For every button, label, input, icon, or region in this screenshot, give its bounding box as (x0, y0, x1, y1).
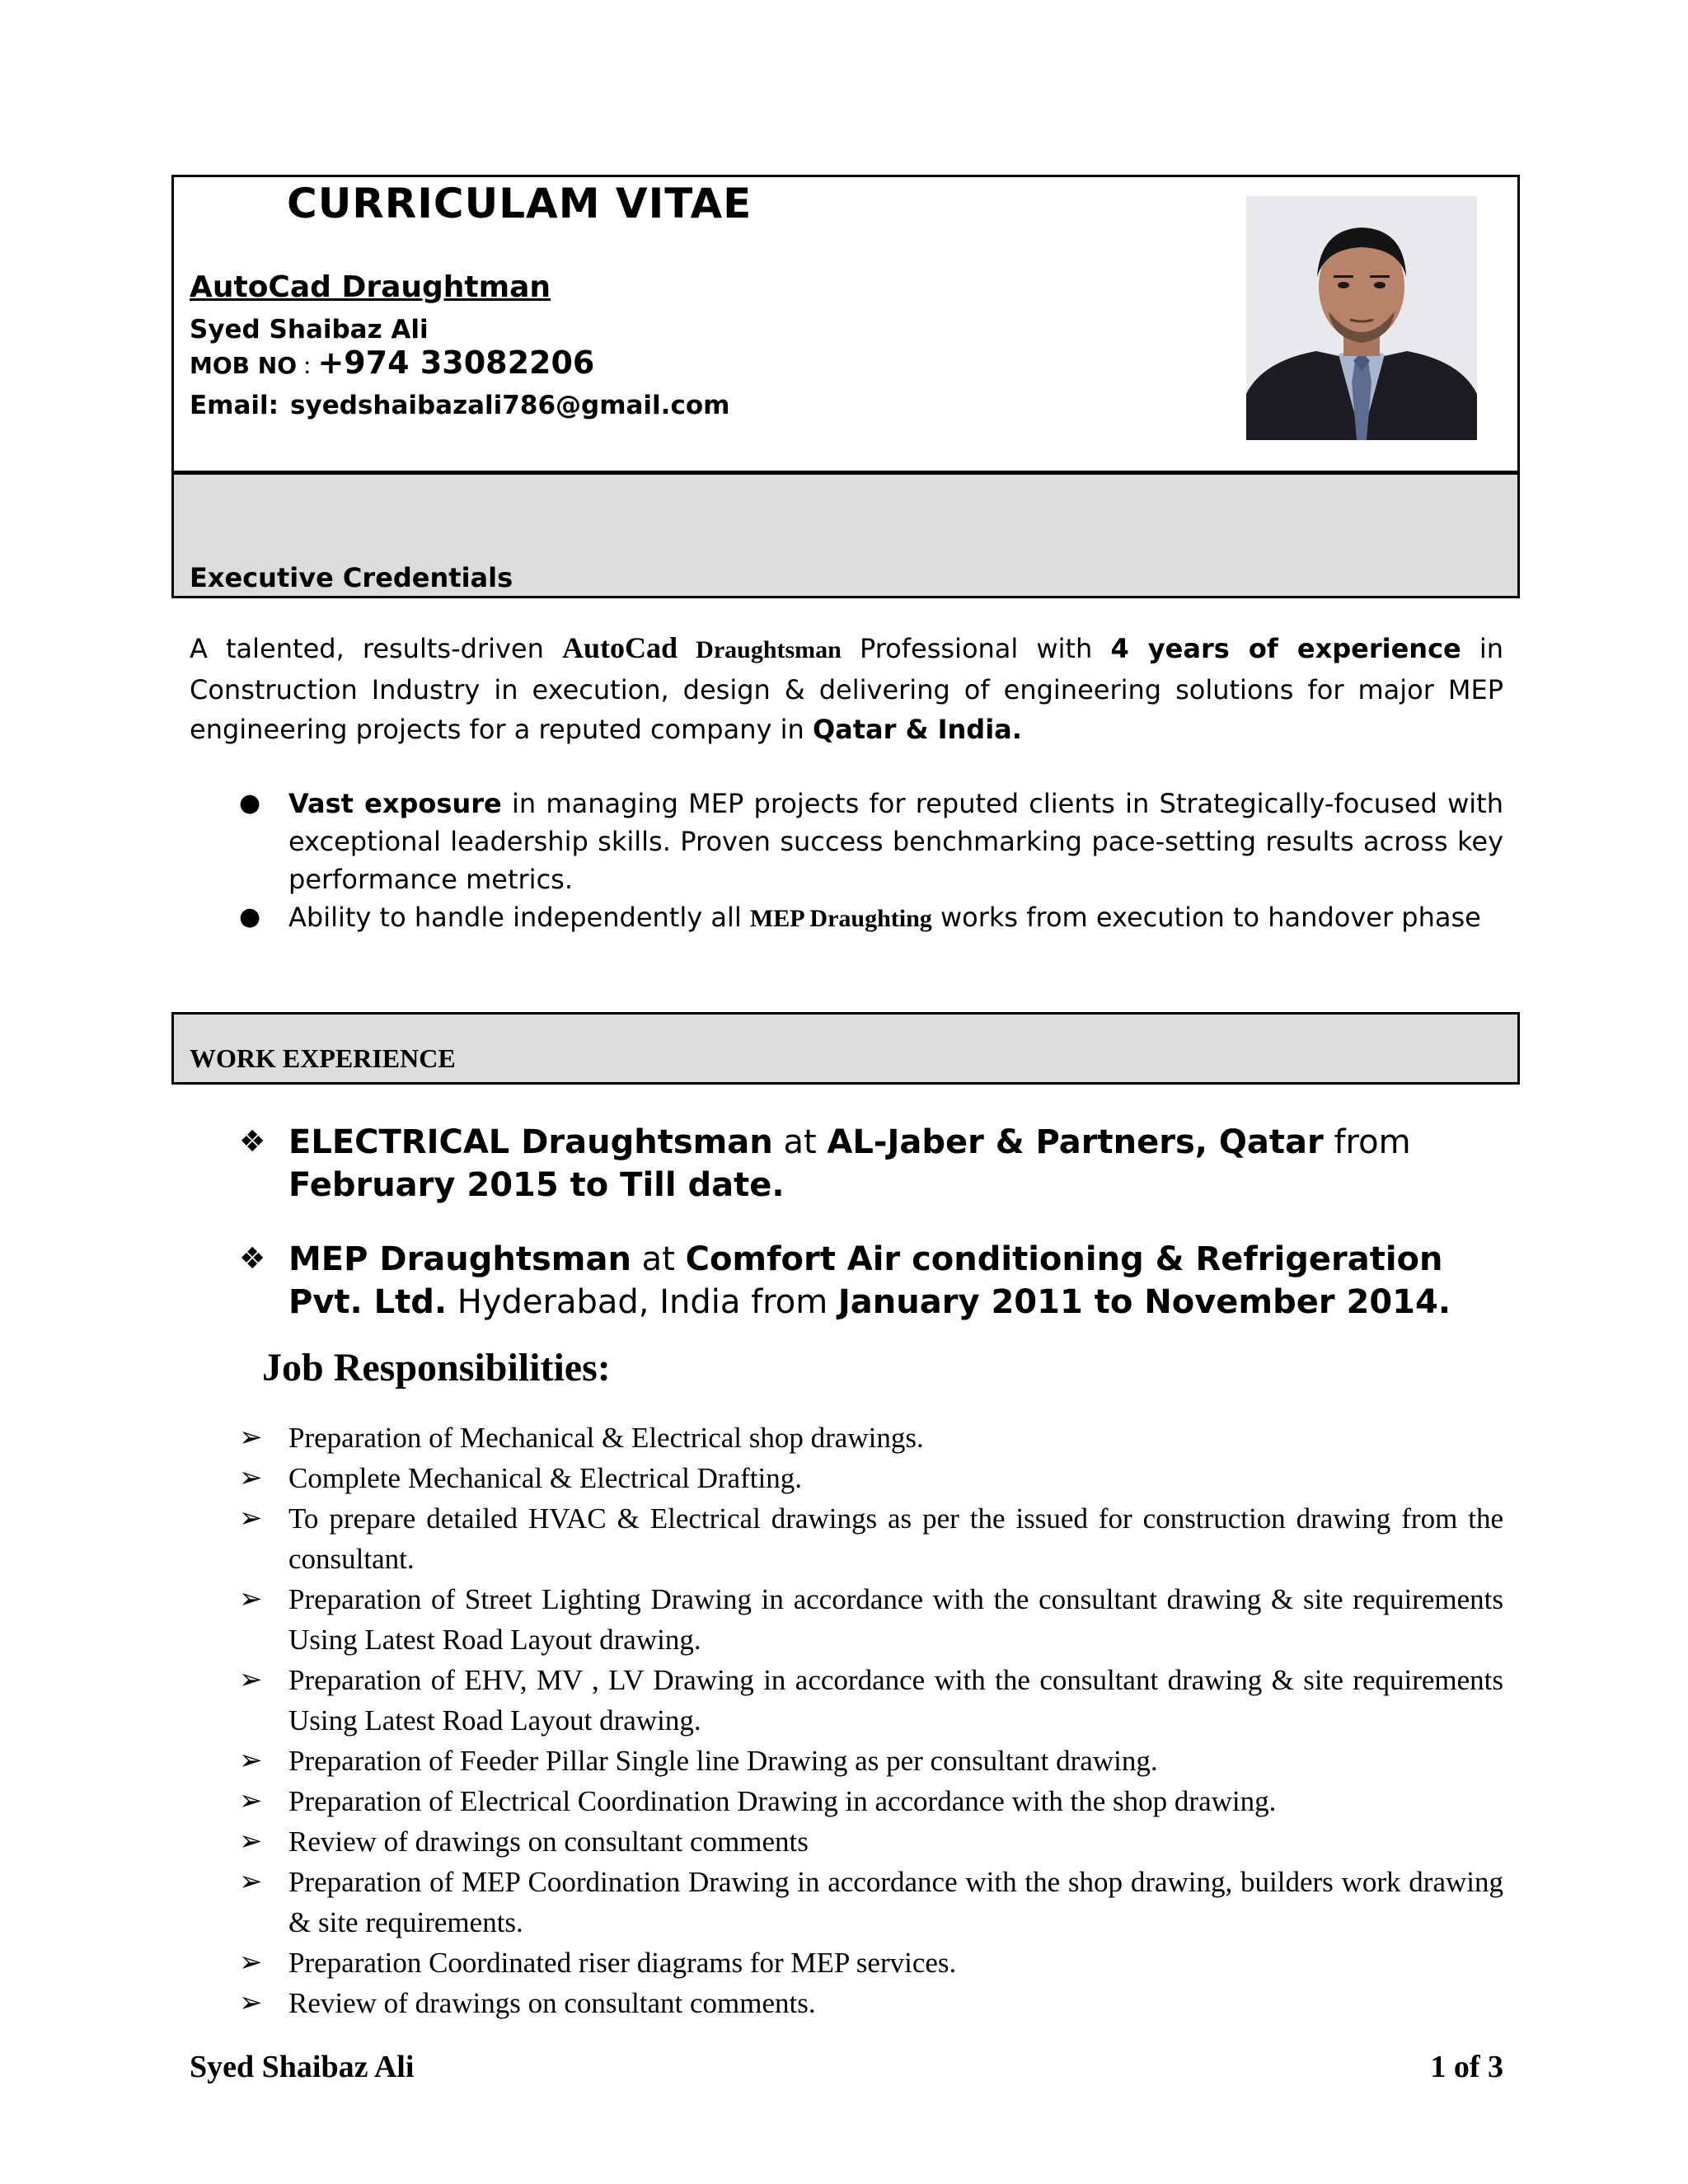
mobile-label: MOB NO (190, 352, 297, 379)
work-connector: from (1323, 1123, 1411, 1161)
responsibility-text: Preparation of Street Lighting Drawing in accordance with the consultant drawing & site requirements Using Latest Road Layout drawing. (288, 1583, 1503, 1656)
responsibility-text: Preparation Coordinated riser diagrams for MEP services. (288, 1947, 957, 1979)
profile-photo (1246, 196, 1477, 440)
email-label: Email: (190, 391, 279, 420)
work-company: Comfort Air conditioning & Refrigeration Pvt. Ltd. (288, 1240, 1443, 1321)
diamond-icon: ❖ (239, 1242, 266, 1276)
email-line (190, 391, 729, 420)
responsibility-text: Preparation of MEP Coordination Drawing in accordance with the shop drawing, builders work drawing & site requirements. (288, 1866, 1503, 1938)
arrow-icon: ➢ (239, 1503, 263, 1534)
arrow-icon: ➢ (239, 1584, 263, 1615)
responsibility-text: Complete Mechanical & Electrical Drafting. (288, 1462, 802, 1494)
bullet-text: in managing MEP projects for reputed clients in Strategically-focused with exceptional leadership skills. Proven success benchmarking pace-setting results across key performance metrics. (288, 788, 1504, 895)
summary-location: Qatar & India. (812, 714, 1022, 745)
section-title-executive: Executive Credentials (190, 562, 513, 593)
diamond-icon: ❖ (239, 1125, 266, 1159)
responsibility-text: Review of drawings on consultant comments (288, 1825, 809, 1858)
page-number: 1 of 3 (1430, 2050, 1503, 2084)
arrow-icon: ➢ (239, 1665, 263, 1695)
list-item (239, 1579, 1503, 1660)
list-item (239, 1418, 1503, 1458)
work-connector: at (631, 1240, 686, 1278)
footer-name: Syed Shaibaz Ali (190, 2050, 415, 2084)
mobile-separator: : (303, 352, 312, 379)
arrow-icon: ➢ (239, 1988, 263, 2018)
job-title: AutoCad Draughtman (190, 270, 551, 304)
work-period: January 2011 to November 2014. (837, 1283, 1451, 1321)
list-item (239, 1741, 1503, 1781)
work-role: MEP Draughtsman (288, 1240, 631, 1278)
candidate-name: Syed Shaibaz Ali (190, 315, 429, 344)
executive-summary (190, 628, 1503, 749)
arrow-icon: ➢ (239, 1826, 263, 1857)
responsibility-text: Preparation of EHV, MV , LV Drawing in accordance with the consultant drawing & site requirements Using Latest Road Layout drawing. (288, 1664, 1503, 1736)
responsibility-text: To prepare detailed HVAC & Electrical drawings as per the issued for construction drawing from the consultant. (288, 1502, 1503, 1575)
list-item (239, 1983, 1503, 2023)
mobile-number: +974 33082206 (317, 344, 595, 381)
arrow-icon: ➢ (239, 1746, 263, 1776)
responsibilities-list (239, 1418, 1503, 2023)
bullet-icon: ● (239, 789, 261, 818)
work-entry (239, 1238, 1503, 1324)
summary-autocad: AutoCad (562, 631, 678, 664)
work-connector: at (772, 1123, 828, 1161)
bullet-text: Ability to handle independently all (288, 902, 750, 933)
section-title-work: WORK EXPERIENCE (190, 1043, 456, 1073)
list-item (239, 1498, 1503, 1579)
bullet-bold: MEP Draughting (749, 905, 932, 932)
work-period: February 2015 to Till date. (288, 1166, 785, 1204)
arrow-icon: ➢ (239, 1422, 263, 1453)
list-item (239, 1821, 1503, 1862)
email-address: syedshaibazali786@gmail.com (290, 391, 730, 420)
arrow-icon: ➢ (239, 1947, 263, 1978)
list-item (239, 1781, 1503, 1821)
responsibility-text: Preparation of Feeder Pillar Single line Drawing as per consultant drawing. (288, 1745, 1158, 1777)
summary-draughtsman: Draughtsman (696, 636, 842, 663)
summary-text: Professional with (841, 633, 1111, 664)
list-item (239, 1862, 1503, 1943)
bullet-text: works from execution to handover phase (931, 902, 1481, 933)
list-item (239, 1943, 1503, 1983)
responsibility-text: Preparation of Electrical Coordination Drawing in accordance with the shop drawing. (288, 1785, 1277, 1817)
responsibility-text: Review of drawings on consultant comments. (288, 1987, 816, 2019)
arrow-icon: ➢ (239, 1867, 263, 1897)
list-item (239, 1458, 1503, 1498)
summary-years: 4 years of experience (1110, 633, 1461, 664)
arrow-icon: ➢ (239, 1786, 263, 1816)
list-item (190, 785, 1503, 898)
page-title: CURRICULAM VITAE (287, 180, 753, 227)
summary-text: A talented, results-driven (190, 633, 563, 664)
mobile-line (190, 344, 594, 381)
summary-text: in Construction Industry in execution, design & delivering of engineering solutions for major MEP engineering projects for a reputed company in (190, 633, 1504, 745)
portrait-illustration (1246, 196, 1477, 440)
work-entry (239, 1121, 1503, 1207)
work-location: Hyderabad, India from (447, 1283, 838, 1321)
list-item (239, 1660, 1503, 1741)
executive-bullets (190, 785, 1503, 938)
list-item (190, 898, 1503, 938)
bullet-bold: Vast exposure (288, 788, 502, 819)
section-title-responsibilities: Job Responsibilities: (262, 1346, 611, 1390)
work-role: ELECTRICAL Draughtsman (288, 1123, 773, 1161)
bullet-icon: ● (239, 902, 261, 931)
arrow-icon: ➢ (239, 1463, 263, 1493)
responsibility-text: Preparation of Mechanical & Electrical shop drawings. (288, 1422, 924, 1454)
work-company: AL-Jaber & Partners, Qatar (827, 1123, 1324, 1161)
